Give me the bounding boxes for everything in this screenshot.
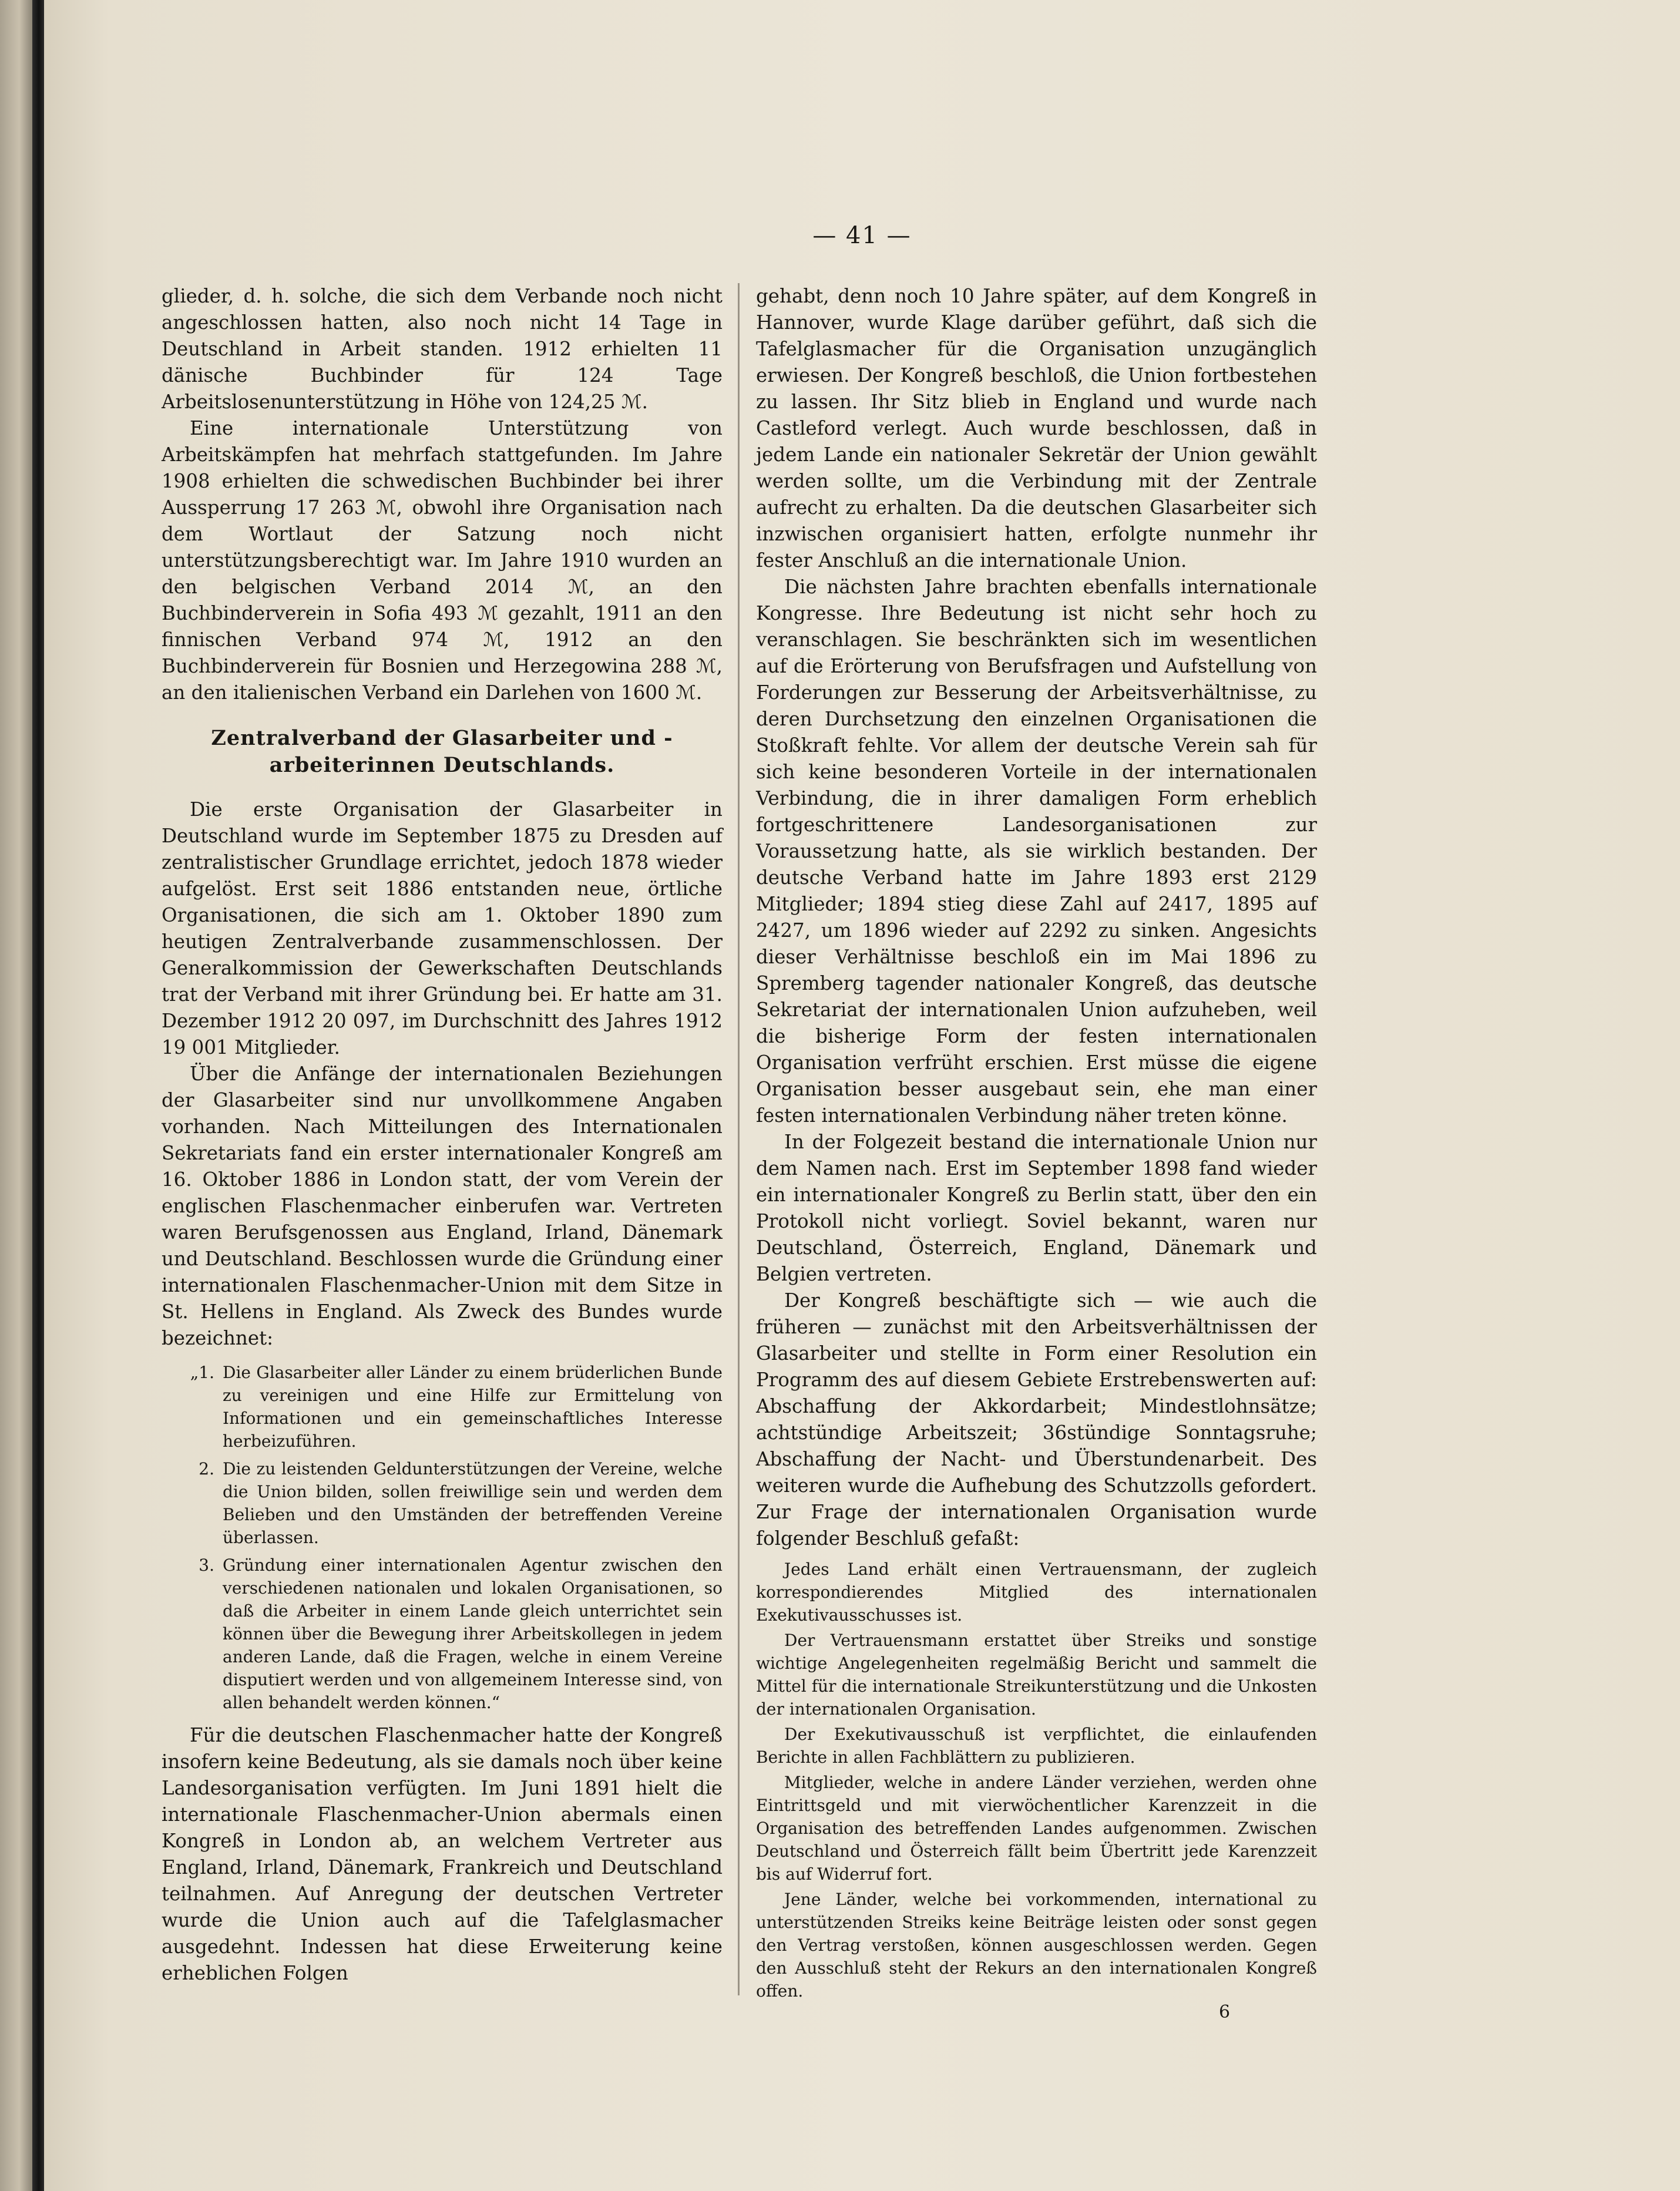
resolution-paragraph: Mitglieder, welche in andere Länder verziehen, werden ohne Eintrittsgeld und mit vierwöchentlicher Karenzzeit in die Organisation des betreffenden Landes aufgenommen. Zwischen Deutschland und Österreich fällt beim Übertritt jede Karenzzeit bis auf Widerruf fort. (756, 1773, 1317, 1884)
paragraph: Die erste Organisation der Glasarbeiter in Deutschland wurde im September 1875 zu Dresden auf zentralistischer Grundlage errichtet, jedoch 1878 wieder aufgelöst. Erst seit 1886 entstanden neue, örtliche Organisationen, die sich am 1. Oktober 1890 zum heutigen Zentralverbande zusammenschlossen. Der Generalkommission der Gewerkschaften Deutschlands trat der Verband mit ihrer Gründung bei. Er hatte am 31. Dezember 1912 20 097, im Durchschnitt des Jahres 1912 19 001 Mitglieder. (162, 798, 723, 1058)
list-item (162, 1457, 723, 1549)
list-item-text: Gründung einer internationalen Agentur zwischen den verschiedenen nationalen und lokalen Organisationen, so daß die Arbeiter in einem Lande gleich unterrichtet sein können über die Bewegung ihrer Arbeitskollegen in jedem anderen Lande, daß die Fragen, welche in einem Vereine disputiert werden und von allgemeinem Interesse sind, von allen behandelt werden können.“ (223, 1555, 723, 1712)
page-number: — 41 — (812, 222, 912, 249)
previous-page-edge (0, 0, 32, 2191)
right-column (756, 283, 1317, 2005)
resolution-paragraph: Jene Länder, welche bei vorkommenden, international zu unterstützenden Streiks keine Beiträge leisten oder sonst gegen den Vertrag verstoßen, können ausgeschlossen werden. Gegen den Ausschluß steht der Rekurs an den internationalen Kongreß offen. (756, 1890, 1317, 2001)
list-item-text: Die Glasarbeiter aller Länder zu einem brüderlichen Bunde zu vereinigen und eine Hilfe zur Ermittelung von Informationen und ein gemeinschaftliches Interesse herbeizuführen. (223, 1363, 723, 1451)
resolution-paragraph: Der Vertrauensmann erstattet über Streiks und sonstige wichtige Angelegenheiten regelmäßig Bericht und sammelt die Mittel für die internationale Streikunterstützung und die Unkosten der internationalen Organisation. (756, 1631, 1317, 1719)
quoted-list (162, 1361, 723, 1714)
resolution-paragraph: Der Exekutivausschuß ist verpflichtet, die einlaufenden Berichte in allen Fachblättern zu publizieren. (756, 1725, 1317, 1767)
book-gutter (32, 0, 44, 2191)
paragraph: Für die deutschen Flaschenmacher hatte der Kongreß insofern keine Bedeutung, als sie damals noch über keine Landesorganisation verfügten. Im Juni 1891 hielt die internationale Flaschenmacher-Union abermals einen Kongreß in London ab, an welchem Vertreter aus England, Irland, Dänemark, Frankreich und Deutschland teilnahmen. Auf Anregung der deutschen Vertreter wurde die Union auch auf die Tafelglasmacher ausgedehnt. Indessen hat diese Erweiterung keine erheblichen Folgen (162, 1724, 723, 1984)
list-item-number: „1. (190, 1363, 214, 1382)
book-page (44, 0, 1680, 2191)
left-column (162, 283, 723, 1987)
paragraph: gehabt, denn noch 10 Jahre später, auf dem Kongreß in Hannover, wurde Klage darüber geführt, daß sich die Tafelglasmacher für die Organisation unzugänglich erwiesen. Der Kongreß beschloß, die Union fortbestehen zu lassen. Ihr Sitz blieb in England und wurde nach Castleford verlegt. Auch wurde beschlossen, daß in jedem Lande ein nationaler Sekretär der Union gewählt werden sollte, um die Verbindung mit der Zentrale aufrecht zu erhalten. Da die deutschen Glasarbeiter sich inzwischen organisiert hatten, erfolgte nunmehr ihr fester Anschluß an die internationale Union. (756, 285, 1317, 572)
paragraph: Eine internationale Unterstützung von Arbeitskämpfen hat mehrfach stattgefunden. Im Jahre 1908 erhielten die schwedischen Buchbinder bei ihrer Aussperrung 17 263 ℳ, obwohl ihre Organisation nach dem Wortlaut der Satzung noch nicht unterstützungsberechtigt war. Im Jahre 1910 wurden an den belgischen Verband 2014 ℳ, an den Buchbinderverein in Sofia 493 ℳ gezahlt, 1911 an den finnischen Verband 974 ℳ, 1912 an den Buchbinderverein für Bosnien und Herzegowina 288 ℳ, an den italienischen Verband ein Darlehen von 1600 ℳ. (162, 417, 723, 704)
section-heading: Zentralverband der Glasarbeiter und -arbeiterinnen Deutschlands. (211, 726, 673, 777)
paragraph: Über die Anfänge der internationalen Beziehungen der Glasarbeiter sind nur unvollkommene Angaben vorhanden. Nach Mitteilungen des Internationalen Sekretariats fand ein erster internationaler Kongreß am 16. Oktober 1886 in London statt, der vom Verein der englischen Flaschenmacher einberufen war. Vertreten waren Berufsgenossen aus England, Irland, Dänemark und Deutschland. Beschlossen wurde die Gründung einer internationalen Flaschenmacher-Union mit dem Sitze in St. Hellens in England. Als Zweck des Bundes wurde bezeichnet: (162, 1063, 723, 1349)
resolution-text (756, 1558, 1317, 2002)
list-item (162, 1361, 723, 1453)
printer-signature-mark: 6 (1219, 2002, 1231, 2022)
list-item-number: 2. (199, 1459, 214, 1478)
list-item-text: Die zu leistenden Geldunterstützungen der Vereine, welche die Union bilden, sollen freiwillige sein und werden dem Belieben und den Umständen der betreffenden Vereine überlassen. (223, 1459, 723, 1547)
list-item (162, 1554, 723, 1714)
paragraph: glieder, d. h. solche, die sich dem Verbande noch nicht angeschlossen hatten, also noch nicht 14 Tage in Deutschland in Arbeit standen. 1912 erhielten 11 dänische Buchbinder für 124 Tage Arbeitslosenunterstützung in Höhe von 124,25 ℳ. (162, 285, 723, 413)
column-divider (738, 283, 740, 1995)
paragraph: In der Folgezeit bestand die internationale Union nur dem Namen nach. Erst im September 1898 fand wieder ein internationaler Kongreß zu Berlin statt, über den ein Protokoll nicht vorliegt. Soviel bekannt, waren nur Deutschland, Österreich, England, Dänemark und Belgien vertreten. (756, 1131, 1317, 1285)
paragraph: Der Kongreß beschäftigte sich — wie auch die früheren — zunächst mit den Arbeitsverhältnissen der Glasarbeiter und stellte in Form einer Resolution ein Programm des auf diesem Gebiete Erstrebenswerten auf: Abschaffung der Akkordarbeit; Mindestlohnsätze; achtstündige Arbeitszeit; 36stündige Sonntagsruhe; Abschaffung der Nacht- und Überstundenarbeit. Des weiteren wurde die Aufhebung des Schutzzolls gefordert. Zur Frage der internationalen Organisation wurde folgender Beschluß gefaßt: (756, 1289, 1317, 1550)
list-item-number: 3. (199, 1555, 214, 1575)
resolution-paragraph: Jedes Land erhält einen Vertrauensmann, der zugleich korrespondierendes Mitglied des internationalen Exekutivausschusses ist. (756, 1560, 1317, 1625)
spacer (162, 779, 723, 797)
paragraph: Die nächsten Jahre brachten ebenfalls internationale Kongresse. Ihre Bedeutung ist nicht sehr hoch zu veranschlagen. Sie beschränkten sich im wesentlichen auf die Erörterung von Berufsfragen und Aufstellung von Forderungen zur Besserung der Arbeitsverhältnisse, zu deren Durchsetzung den einzelnen Organisationen die Stoßkraft fehlte. Vor allem der deutsche Verein sah für sich keine besonderen Vorteile in der internationalen Verbindung, die in ihrer damaligen Form erheblich fortgeschrittenere Landesorganisationen zur Voraussetzung hatte, als sie wirklich bestanden. Der deutsche Verband hatte im Jahre 1893 erst 2129 Mitglieder; 1894 stieg diese Zahl auf 2417, 1895 auf 2427, um 1896 wieder auf 2292 zu sinken. Angesichts dieser Verhältnisse beschloß ein im Mai 1896 zu Spremberg tagender nationaler Kongreß, das deutsche Sekretariat der internationalen Union aufzuheben, weil die bisherige Form der festen internationalen Organisation verfrüht erschien. Erst müsse die eigene Organisation besser ausgebaut sein, ehe man einer festen internationalen Verbindung näher treten könne. (756, 576, 1317, 1127)
